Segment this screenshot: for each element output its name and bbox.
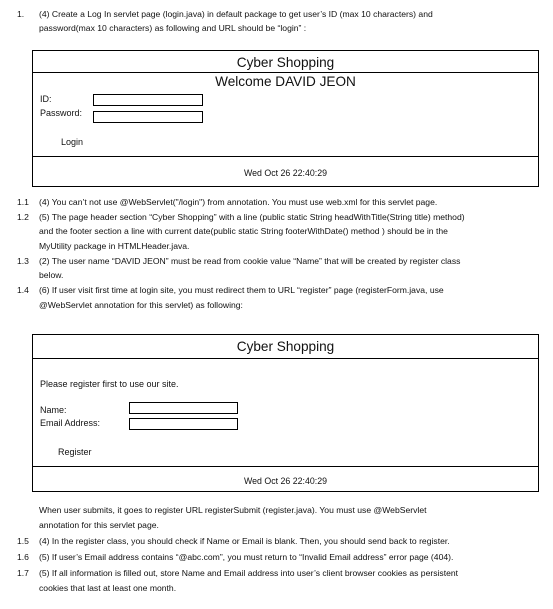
login-mockup (32, 50, 539, 187)
id-input[interactable] (93, 94, 203, 106)
register-header-title: Cyber Shopping (236, 339, 335, 354)
item-1-7-number: 1.7 (17, 568, 29, 578)
item-1-2-line: and the footer section a line with current date(public static String footerWithDate() method ) should be in the (39, 226, 448, 236)
email-input[interactable] (129, 418, 238, 430)
email-label: Email Address: (40, 418, 101, 428)
register-intro-text: Please register first to use our site. (40, 379, 179, 389)
item-1-6-number: 1.6 (17, 552, 29, 562)
item-1-3-line: below. (39, 270, 64, 280)
question-line-1: (4) Create a Log In servlet page (login.java) in default package to get user’s ID (max 10 characters) and (39, 9, 433, 19)
password-input[interactable] (93, 111, 203, 123)
password-label: Password: (40, 108, 83, 118)
name-input[interactable] (129, 402, 238, 414)
item-1-2-line: (5) The page header section “Cyber Shopping” with a line (public static String headWithTitle(String title) method) (39, 212, 465, 222)
item-1-4-number: 1.4 (17, 285, 29, 295)
footer-divider (33, 466, 538, 467)
footer-divider (33, 156, 538, 157)
item-1-5-number: 1.5 (17, 536, 29, 546)
register-button[interactable]: Register (58, 447, 92, 457)
login-button[interactable]: Login (61, 137, 84, 147)
footer-date: Wed Oct 26 22:40:29 (244, 168, 327, 178)
footer-date: Wed Oct 26 22:40:29 (244, 476, 327, 486)
header-divider (33, 72, 538, 73)
item-1-7-line: cookies that last at least one month. (39, 583, 177, 593)
item-1-6-line: (5) If user’s Email address contains “@abc.com”, you must return to “Invalid Email address” error page (404). (39, 552, 454, 562)
id-label: ID: (40, 94, 52, 104)
item-1-2-number: 1.2 (17, 212, 29, 222)
item-1-1-line: (4) You can’t not use @WebServlet("/login") from annotation. You must use web.xml for this servlet page. (39, 197, 438, 207)
register-mockup (32, 334, 539, 492)
login-header-title: Cyber Shopping (236, 55, 335, 70)
item-1-2-line: MyUtility package in HTMLHeader.java. (39, 241, 190, 251)
welcome-text: Welcome DAVID JEON (215, 74, 356, 89)
submit-note-line: When user submits, it goes to register URL registerSubmit (register.java). You must use @WebServlet (39, 505, 427, 515)
item-1-3-number: 1.3 (17, 256, 29, 266)
item-1-7-line: (5) If all information is filled out, store Name and Email address into user’s client browser cookies as persistent (39, 568, 459, 578)
item-1-3-line: (2) The user name “DAVID JEON” must be read from cookie value “Name” that will be created by register class (39, 256, 461, 266)
question-line-2: password(max 10 characters) as following and URL should be “login” : (39, 23, 307, 33)
item-1-4-line: (6) If user visit first time at login site, you must redirect them to URL “register” page (registerForm.java, use (39, 285, 444, 295)
header-divider (33, 358, 538, 359)
question-number: 1. (17, 9, 25, 19)
item-1-4-line: @WebServlet annotation for this servlet) as following: (39, 300, 243, 310)
name-label: Name: (40, 405, 67, 415)
item-1-5-line: (4) In the register class, you should check if Name or Email is blank. Then, you should send back to register. (39, 536, 450, 546)
item-1-1-number: 1.1 (17, 197, 29, 207)
submit-note-line: annotation for this servlet page. (39, 520, 159, 530)
